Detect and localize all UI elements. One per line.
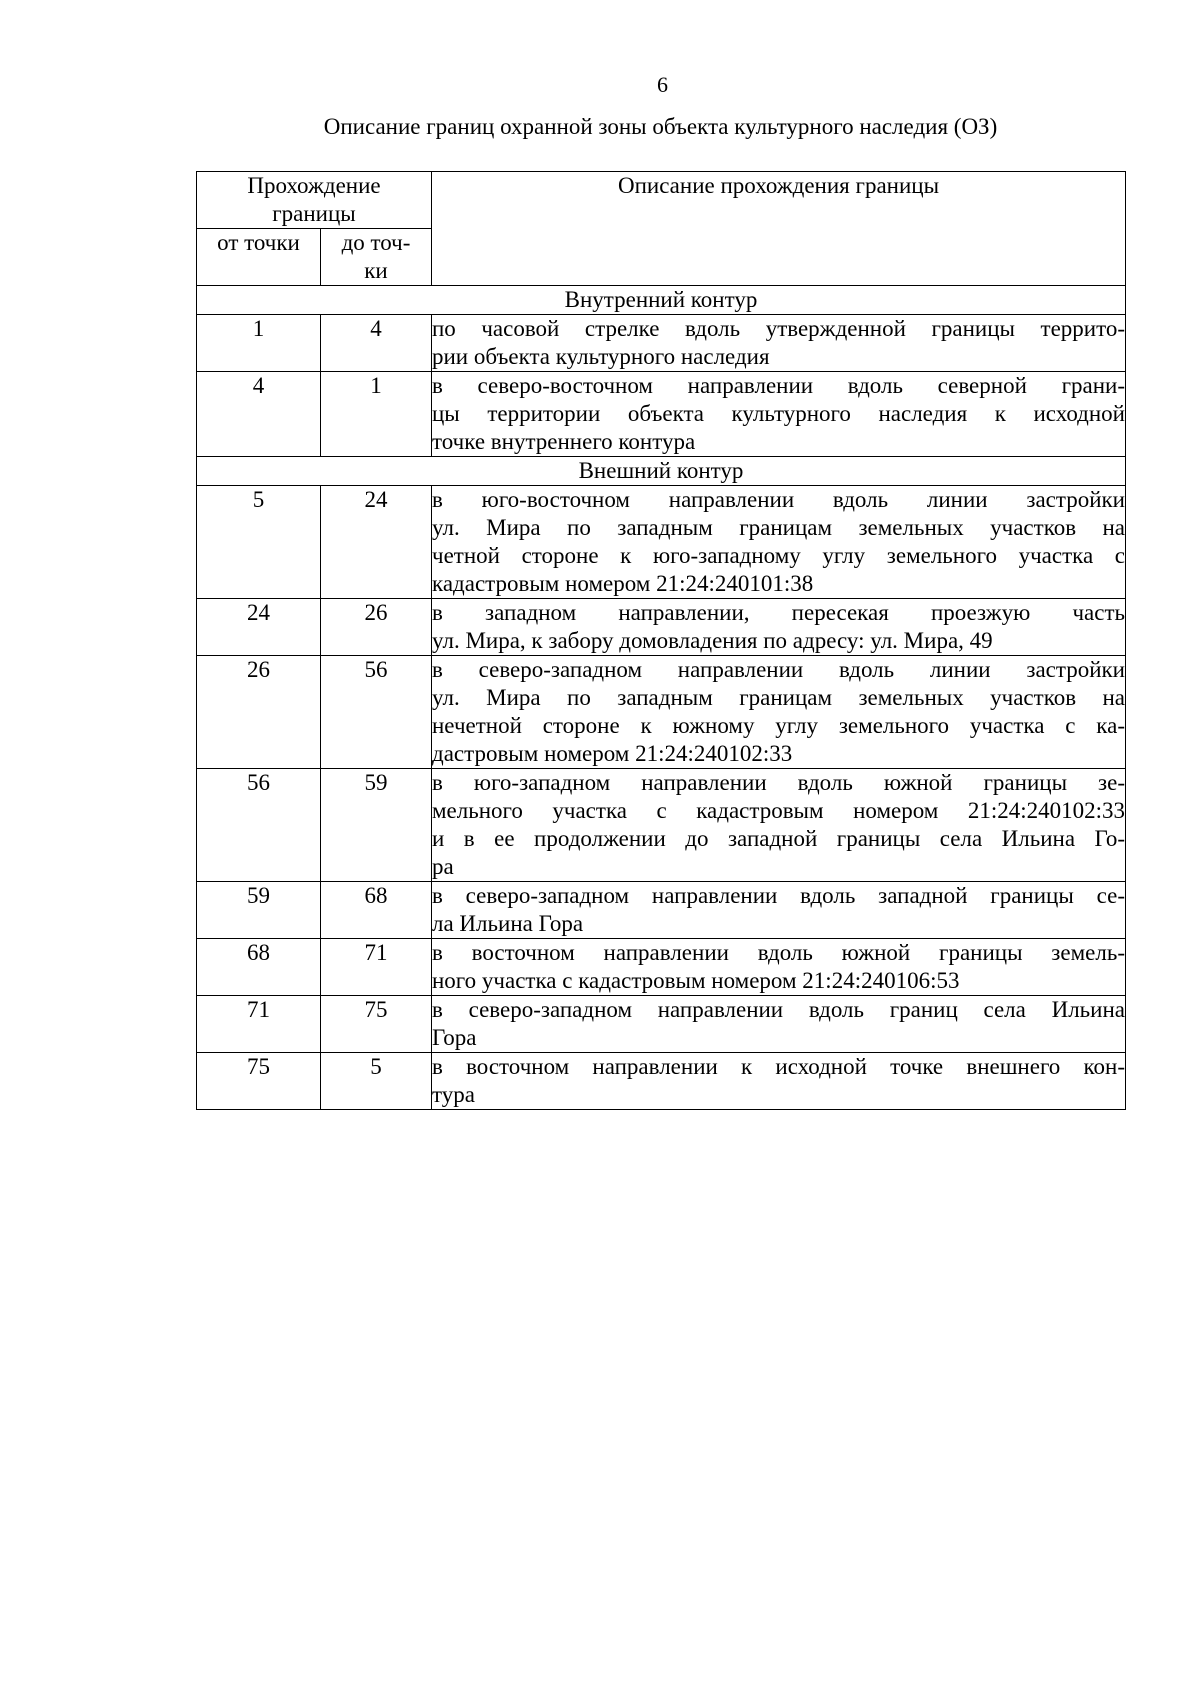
description-line: ного участка с кадастровым номером 21:24:240106:53: [432, 968, 960, 993]
description-line: цы территории объекта культурного наследия к исходной: [432, 401, 1125, 426]
description-line: в юго-западном направлении вдоль южной границы зе-: [432, 770, 1125, 795]
from-point-cell: 4: [197, 372, 321, 457]
description-cell: [432, 486, 1126, 599]
from-point-cell: 59: [197, 882, 321, 939]
document-title: Описание границ охранной зоны объекта культурного наследия (ОЗ): [323, 114, 998, 139]
description-cell: [432, 599, 1126, 656]
table-row: [197, 882, 1126, 939]
table-row: [197, 1053, 1126, 1110]
description-cell: [432, 996, 1126, 1053]
to-point-cell: 56: [321, 656, 432, 769]
description-line: в северо-восточном направлении вдоль северной грани-: [432, 373, 1125, 398]
description-line: ул. Мира по западным границам земельных участков на: [432, 515, 1125, 540]
from-point-cell: 24: [197, 599, 321, 656]
description-line: в восточном направлении к исходной точке внешнего кон-: [432, 1054, 1125, 1079]
table-row: [197, 599, 1126, 656]
description-line: тура: [432, 1082, 475, 1107]
description-line: в юго-восточном направлении вдоль линии застройки: [432, 487, 1125, 512]
page-number: 6: [657, 72, 668, 97]
from-point-header: от точки: [197, 229, 321, 286]
table-row: [197, 996, 1126, 1053]
description-line: дастровым номером 21:24:240102:33: [432, 741, 793, 766]
description-line: в восточном направлении вдоль южной границы земель-: [432, 940, 1125, 965]
to-point-header-line: ки: [364, 258, 388, 283]
from-point-cell: 56: [197, 769, 321, 882]
description-cell: [432, 656, 1126, 769]
description-header: Описание прохождения границы: [432, 172, 1126, 286]
description-cell: [432, 315, 1126, 372]
table-header-row: [197, 172, 1126, 229]
description-line: и в ее продолжении до западной границы села Ильина Го-: [432, 826, 1125, 851]
table-row: [197, 372, 1126, 457]
table-row: [197, 769, 1126, 882]
description-line: по часовой стрелке вдоль утвержденной границы террито-: [432, 316, 1125, 341]
passage-header: [197, 172, 432, 229]
description-line: рии объекта культурного наследия: [432, 344, 770, 369]
description-line: ул. Мира, к забору домовладения по адресу: ул. Мира, 49: [432, 628, 993, 653]
description-line: в западном направлении, пересекая проезжую часть: [432, 600, 1125, 625]
description-cell: [432, 372, 1126, 457]
table-row: [197, 486, 1126, 599]
table-row: [197, 656, 1126, 769]
table-row: [197, 315, 1126, 372]
from-point-cell: 1: [197, 315, 321, 372]
table-row: [197, 939, 1126, 996]
from-point-cell: 68: [197, 939, 321, 996]
description-cell: [432, 939, 1126, 996]
to-point-cell: 71: [321, 939, 432, 996]
section-row: [197, 457, 1126, 486]
description-line: Гора: [432, 1025, 477, 1050]
description-line: точке внутреннего контура: [432, 429, 696, 454]
from-point-cell: 5: [197, 486, 321, 599]
to-point-cell: 68: [321, 882, 432, 939]
description-line: мельного участка с кадастровым номером 21:24:240102:33: [432, 798, 1125, 823]
description-line: в северо-западном направлении вдоль западной границы се-: [432, 883, 1125, 908]
to-point-cell: 5: [321, 1053, 432, 1110]
description-line: ул. Мира по западным границам земельных участков на: [432, 685, 1125, 710]
description-line: в северо-западном направлении вдоль линии застройки: [432, 657, 1125, 682]
section-title: Внешний контур: [197, 457, 1126, 486]
description-line: ла Ильина Гора: [432, 911, 584, 936]
from-point-cell: 26: [197, 656, 321, 769]
passage-header-line: Прохождение: [247, 173, 381, 198]
description-line: ра: [432, 854, 454, 879]
to-point-cell: 26: [321, 599, 432, 656]
to-point-cell: 75: [321, 996, 432, 1053]
description-cell: [432, 1053, 1126, 1110]
from-point-cell: 75: [197, 1053, 321, 1110]
to-point-cell: 4: [321, 315, 432, 372]
from-point-cell: 71: [197, 996, 321, 1053]
description-line: четной стороне к юго-западному углу земельного участка с: [432, 543, 1125, 568]
to-point-cell: 59: [321, 769, 432, 882]
to-point-cell: 1: [321, 372, 432, 457]
description-line: в северо-западном направлении вдоль границ села Ильина: [432, 997, 1125, 1022]
to-point-header-line: до точ-: [341, 230, 411, 255]
section-title: Внутренний контур: [197, 286, 1126, 315]
description-cell: [432, 769, 1126, 882]
passage-header-line: границы: [272, 201, 356, 226]
description-line: нечетной стороне к южному углу земельного участка с ка-: [432, 713, 1125, 738]
section-row: [197, 286, 1126, 315]
description-cell: [432, 882, 1126, 939]
to-point-cell: 24: [321, 486, 432, 599]
description-line: кадастровым номером 21:24:240101:38: [432, 571, 814, 596]
boundary-table: [196, 171, 1126, 1110]
to-point-header: [321, 229, 432, 286]
